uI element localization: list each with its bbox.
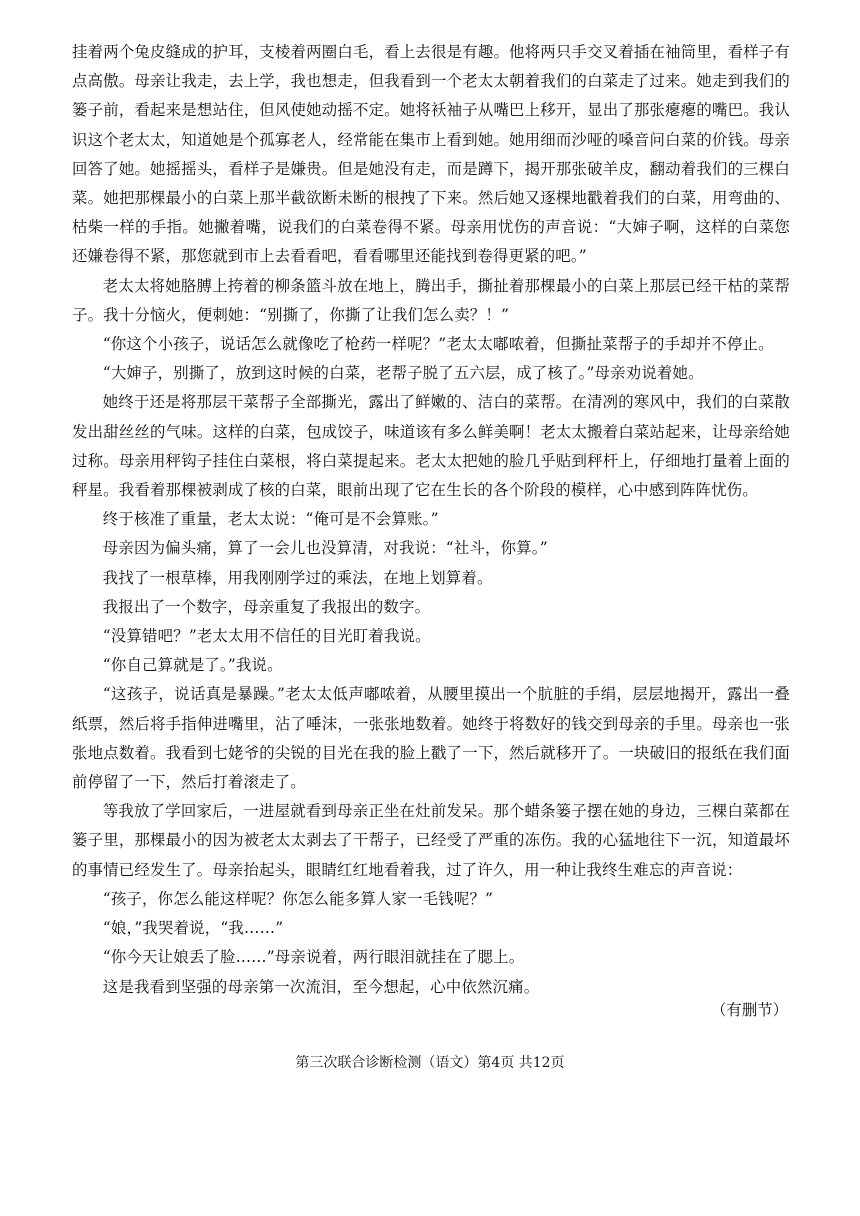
passage-paragraph: 我报出了一个数字，母亲重复了我报出的数字。 — [102, 597, 431, 616]
passage-paragraph: “孩子，你怎么能这样呢？你怎么能多算人家一毛钱呢？” — [102, 889, 494, 908]
reading-passage — [72, 38, 790, 1002]
abridged-note: （有删节） — [711, 1001, 788, 1019]
page-footer: 第三次联合诊断检测（语文）第4页 共12页 — [295, 1055, 565, 1071]
passage-paragraph: 这是我看到坚强的母亲第一次流泪，至今想起，心中依然沉痛。 — [102, 977, 540, 996]
passage-paragraph: 终于核准了重量，老太太说：“俺可是不会算账。” — [102, 510, 439, 529]
passage-paragraph: “你这个小孩子，说话怎么就像吃了枪药一样呢？”老太太嘟哝着，但撕扯菜帮子的手却并不停止。 — [102, 335, 774, 354]
passage-paragraph: 等我放了学回家后，一进屋就看到母亲正坐在灶前发呆。那个蜡条篓子摆在她的身边，三棵白菜都在篓子里，那棵最小的因为被老太太剥去了干帮子，已经受了严重的冻伤。我的心猛地往下一沉，知道最坏的事情已经发生了。母亲抬起头，眼睛红红地看着我，过了许久，用一种让我终生难忘的声音说： — [72, 802, 790, 879]
passage-paragraph: 我找了一根草棒，用我刚刚学过的乘法，在地上划算着。 — [102, 568, 493, 587]
passage-paragraph: 母亲因为偏头痛，算了一会儿也没算清，对我说：“社斗，你算。” — [102, 539, 548, 558]
passage-paragraph: “你自己算就是了。”我说。 — [102, 656, 283, 675]
passage-paragraph: “大婶子，别撕了，放到这时候的白菜，老帮子脱了五六层，成了核了。”母亲劝说着她。 — [102, 364, 704, 383]
passage-paragraph: 她终于还是将那层干菜帮子全部撕光，露出了鲜嫩的、洁白的菜帮。在清冽的寒风中，我们的白菜散发出甜丝丝的气味。这样的白菜，包成饺子，味道该有多么鲜美啊！老太太搬着白菜站起来，让母亲给她过称。母亲用秤钩子挂住白菜根，将白菜提起来。老太太把她的脸几乎贴到秤杆上，仔细地打量着上面的秤星。我看着那棵被剥成了核的白菜，眼前出现了它在生长的各个阶段的模样，心中感到阵阵忧伤。 — [72, 393, 790, 500]
passage-paragraph: 老太太将她胳膊上挎着的柳条篮斗放在地上，腾出手，撕扯着那棵最小的白菜上那层已经干枯的菜帮子。我十分恼火，便刺她：“别撕了，你撕了让我们怎么卖？！” — [72, 276, 790, 324]
passage-paragraph: “娘，”我哭着说，“我……” — [102, 919, 284, 938]
passage-paragraph: “你今天让娘丢了脸……”母亲说着，两行眼泪就挂在了腮上。 — [102, 948, 525, 967]
passage-paragraph: “这孩子，说话真是暴躁。”老太太低声嘟哝着，从腰里摸出一个肮脏的手绢，层层地揭开，露出一叠纸票，然后将手指伸进嘴里，沾了唾沫，一张张地数着。她终于将数好的钱交到母亲的手里。母亲也一张张地点数着。我看到七姥爷的尖锐的目光在我的脸上戳了一下，然后就移开了。一块破旧的报纸在我们面前停留了一下，然后打着滚走了。 — [72, 685, 790, 792]
passage-paragraph: 挂着两个兔皮缝成的护耳，支棱着两圈白毛，看上去很是有趣。他将两只手交叉着插在袖筒里，看样子有点高傲。母亲让我走，去上学，我也想走，但我看到一个老太太朝着我们的白菜走了过来。她走到我们的篓子前，看起来是想站住，但风使她动摇不定。她将袄袖子从嘴巴上移开，显出了那张瘪瘪的嘴巴。我认识这个老太太，知道她是个孤寡老人，经常能在集市上看到她。她用细而沙哑的嗓音问白菜的价钱。母亲回答了她。她摇摇头，看样子是嫌贵。但是她没有走，而是蹲下，揭开那张破羊皮，翻动着我们的三棵白菜。她把那棵最小的白菜上那半截欲断未断的根拽了下来。然后她又逐棵地戳着我们的白菜，用弯曲的、枯柴一样的手指。她撇着嘴，说我们的白菜卷得不紧。母亲用忧伤的声音说：“大婶子啊，这样的白菜您还嫌卷得不紧，那您就到市上去看看吧，看看哪里还能找到卷得更紧的吧。” — [72, 43, 790, 266]
passage-paragraph: “没算错吧？”老太太用不信任的目光盯着我说。 — [102, 627, 431, 646]
